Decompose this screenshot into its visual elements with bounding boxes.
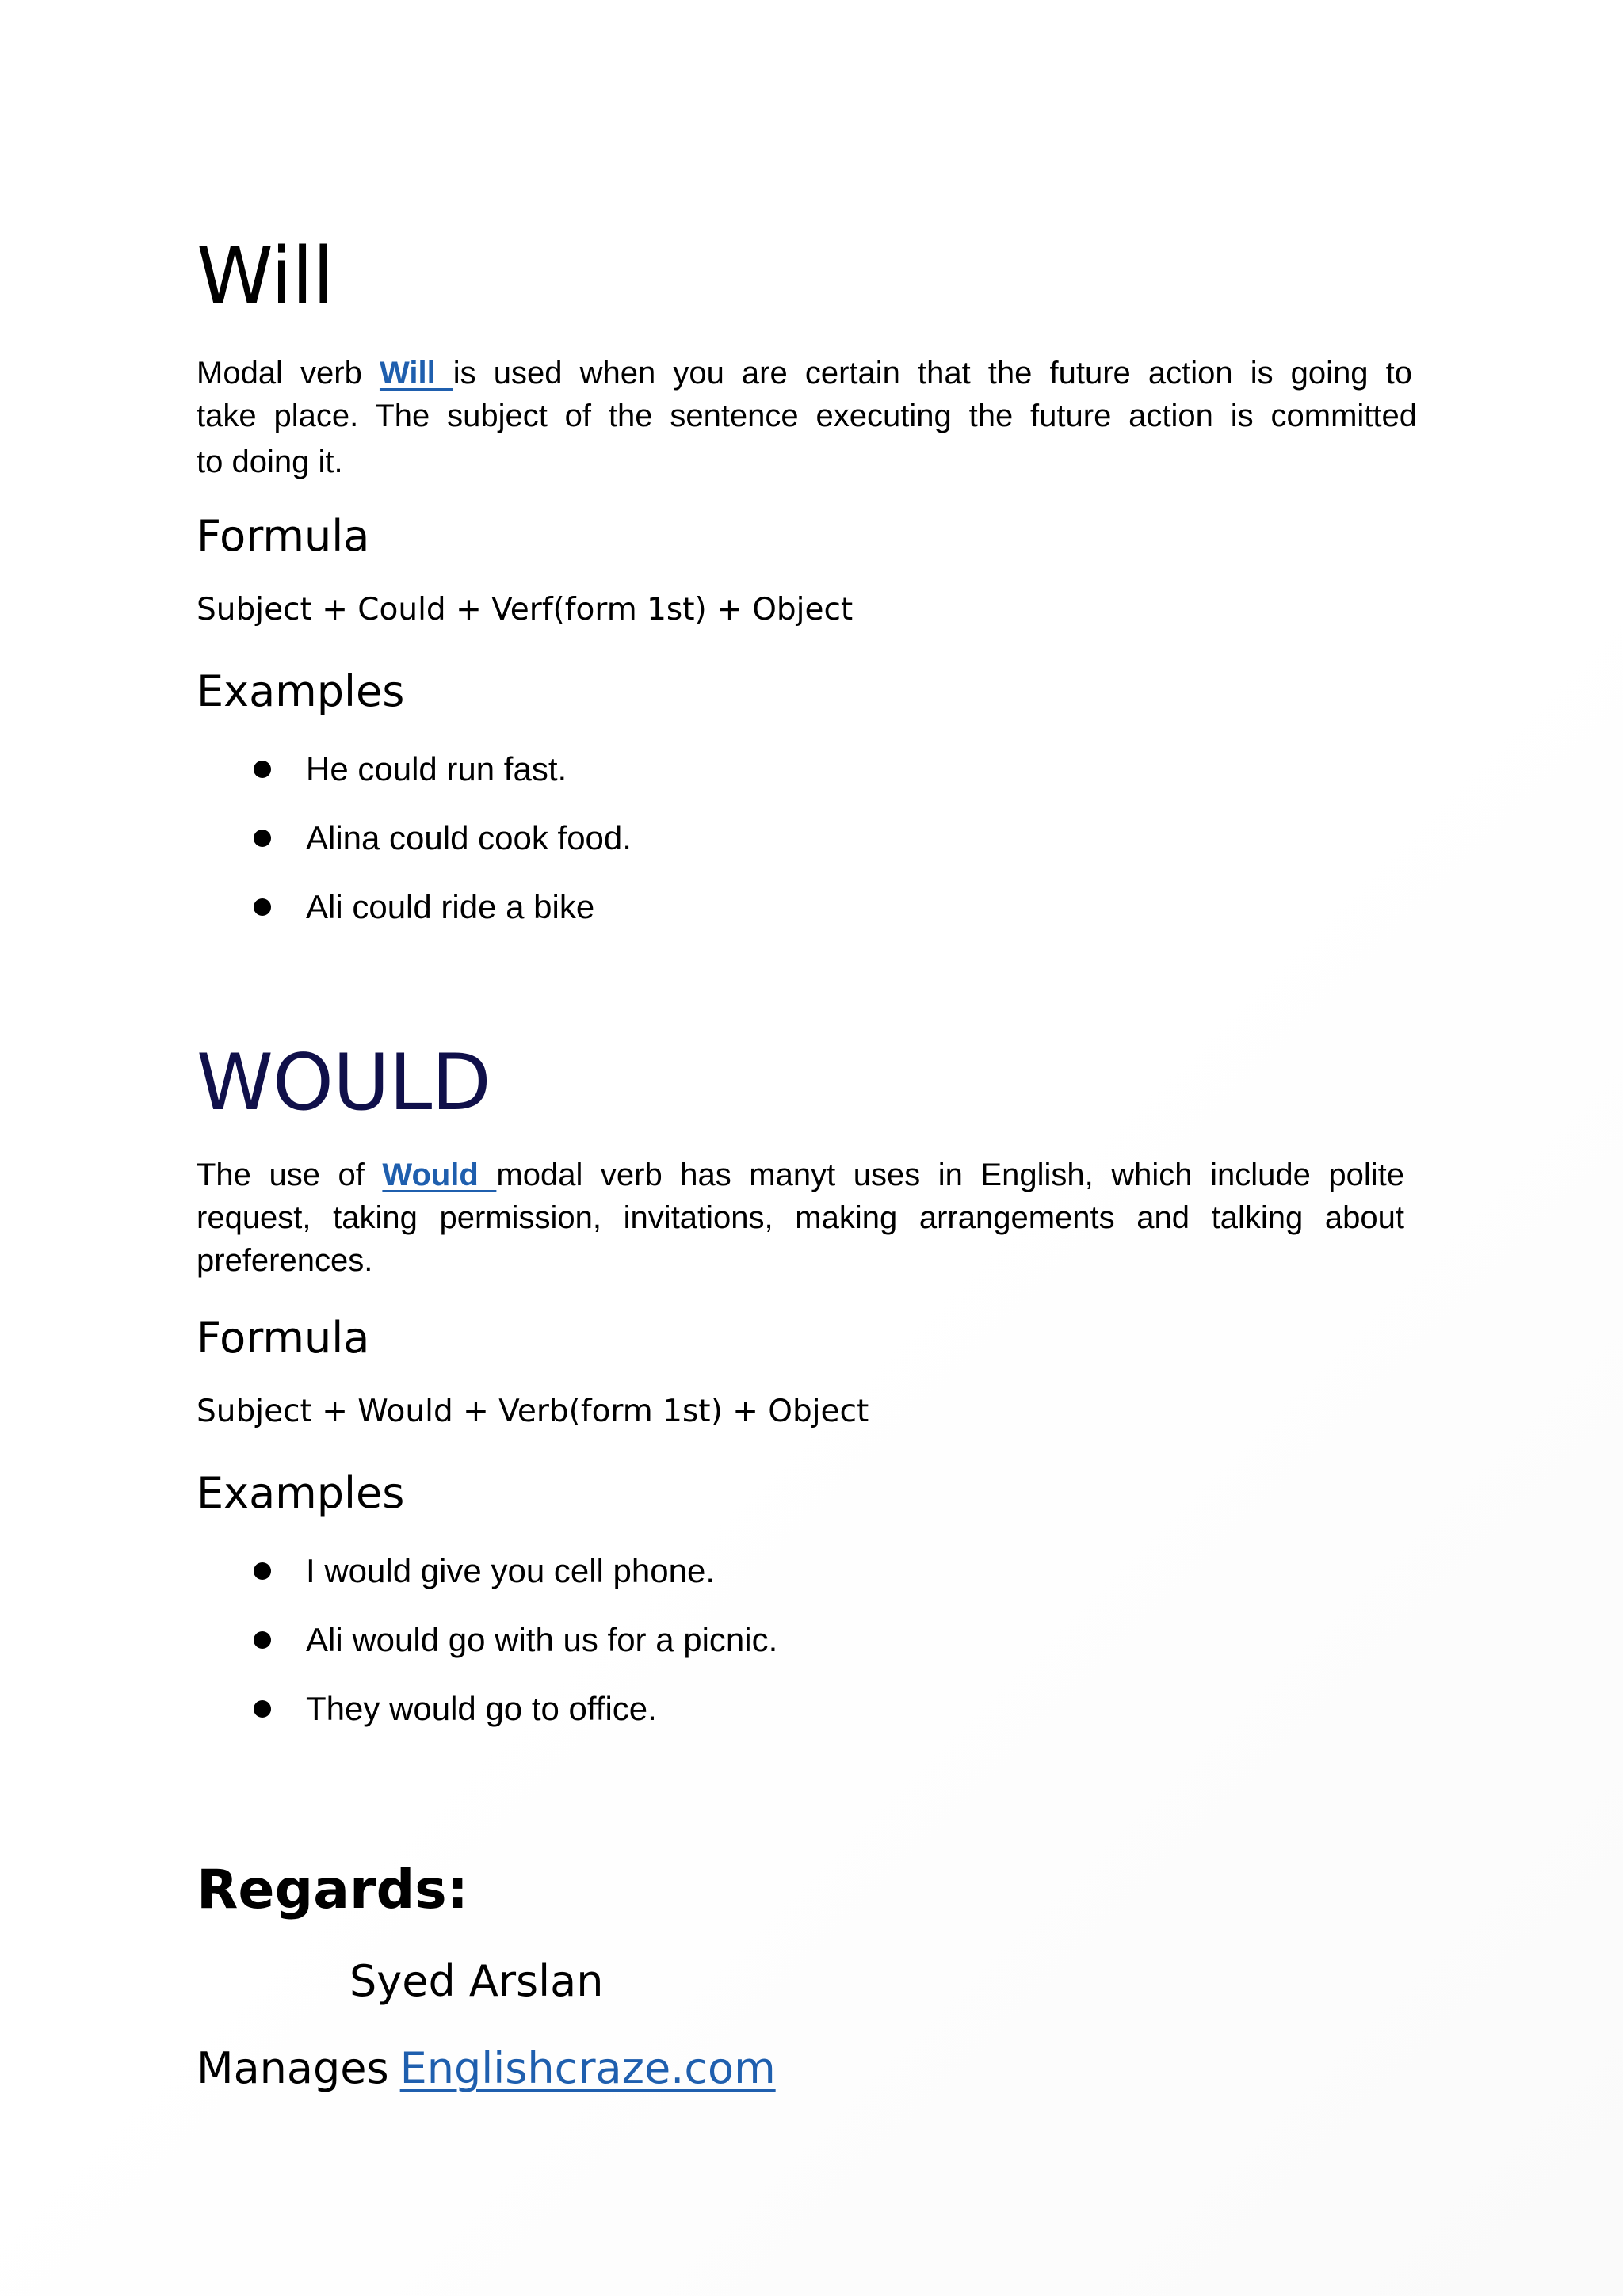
- list-item: [254, 749, 632, 818]
- manages-label: Manages: [197, 2043, 389, 2093]
- would-title: WOULD: [197, 1038, 491, 1128]
- will-examples-heading: Examples: [197, 666, 405, 716]
- will-line1-text-rest: is used when you are certain that the future action is going to: [453, 356, 1413, 391]
- manages-line: [197, 2043, 776, 2093]
- example-text: Ali could ride a bike: [306, 888, 595, 925]
- will-description: [197, 352, 1417, 483]
- will-examples-list: [254, 749, 632, 956]
- would-description-line-2: request, taking permission, invitations, making arrangements and talking about: [197, 1200, 1404, 1235]
- list-item: [254, 1620, 777, 1689]
- list-item: [254, 887, 632, 956]
- author-name: Syed Arslan: [349, 1956, 604, 2006]
- will-line1-text: Modal verb: [197, 356, 380, 391]
- would-link[interactable]: Would: [382, 1158, 497, 1192]
- site-link[interactable]: Englishcraze.com: [399, 2043, 776, 2093]
- would-line1-text-rest: modal verb has manyt uses in English, which include polite: [496, 1158, 1404, 1192]
- would-description: [197, 1154, 1417, 1282]
- would-formula: Subject + Would + Verb(form 1st) + Object: [197, 1394, 869, 1429]
- would-description-line-1: [197, 1154, 1404, 1196]
- bullet-icon: [254, 1562, 271, 1580]
- bullet-icon: [254, 830, 271, 847]
- example-text: They would go to office.: [306, 1690, 657, 1727]
- will-link[interactable]: Will: [379, 356, 453, 391]
- regards-heading: Regards:: [197, 1859, 468, 1921]
- example-text: Ali would go with us for a picnic.: [306, 1621, 778, 1658]
- list-item: [254, 1689, 777, 1758]
- would-examples-list: [254, 1551, 777, 1758]
- example-text: I would give you cell phone.: [306, 1552, 715, 1589]
- would-description-line-3: preferences.: [197, 1243, 373, 1278]
- will-description-line-3: to doing it.: [197, 444, 343, 479]
- would-examples-heading: Examples: [197, 1468, 405, 1518]
- will-description-line-2: take place. The subject of the sentence executing the future action is committed: [197, 399, 1417, 433]
- bullet-icon: [254, 898, 271, 916]
- bullet-icon: [254, 1700, 271, 1718]
- bullet-icon: [254, 1631, 271, 1649]
- would-line1-text: The use of: [197, 1158, 383, 1192]
- list-item: [254, 818, 632, 887]
- bullet-icon: [254, 761, 271, 778]
- example-text: Alina could cook food.: [306, 819, 632, 856]
- example-text: He could run fast.: [306, 750, 567, 788]
- list-item: [254, 1551, 777, 1620]
- would-formula-heading: Formula: [197, 1313, 370, 1363]
- will-description-line-1: [197, 352, 1412, 395]
- will-formula: Subject + Could + Verf(form 1st) + Object: [197, 592, 854, 627]
- will-title: Will: [197, 231, 334, 322]
- will-formula-heading: Formula: [197, 511, 370, 561]
